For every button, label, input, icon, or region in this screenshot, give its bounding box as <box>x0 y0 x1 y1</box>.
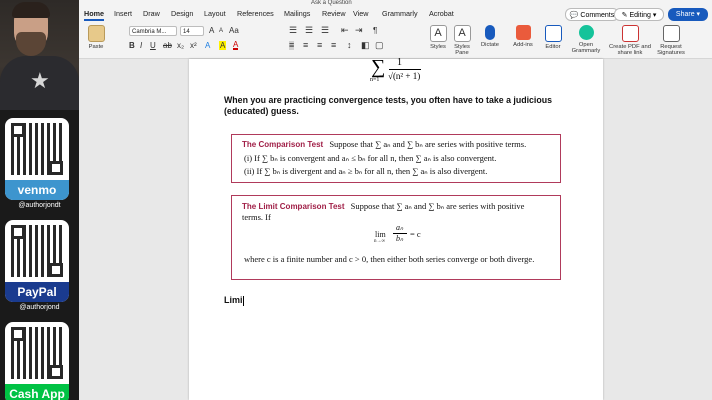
tab-references[interactable]: References <box>237 9 274 18</box>
font-name-field[interactable]: Cambria M... <box>129 26 177 36</box>
align-right-icon[interactable]: ≡ <box>317 40 323 50</box>
qr-code <box>11 123 63 175</box>
dictate-button[interactable]: Dictate <box>477 25 503 48</box>
ribbon-tabs <box>79 7 712 22</box>
microphone-icon <box>485 25 495 40</box>
limit-comparison-conclusion: where c is a finite number and c > 0, then either both series converge or both diverge. <box>244 254 535 264</box>
limit-fraction-denominator: bₙ <box>396 234 404 243</box>
font-color-icon[interactable]: A <box>233 40 239 49</box>
numbering-icon[interactable]: ☰ <box>305 25 314 35</box>
limit-comparison-test-box <box>231 195 561 280</box>
addins-button[interactable]: Add-ins <box>509 25 537 48</box>
comparison-test-box <box>231 134 561 183</box>
italic-button[interactable]: I <box>140 41 143 50</box>
styles-pane-icon: A <box>454 25 471 42</box>
comment-icon: 💬 <box>569 12 581 19</box>
paypal-logo: PayPal <box>5 282 69 302</box>
ribbon-home <box>79 22 712 59</box>
comparison-test-lead: Suppose that ∑ aₙ and ∑ bₙ are series with positive terms. <box>329 139 527 149</box>
limit-subscript: n→∞ <box>374 239 386 244</box>
cashapp-logo: Cash App <box>5 384 69 400</box>
paypal-card <box>5 220 69 302</box>
line-spacing-icon[interactable]: ↕ <box>347 40 352 50</box>
limit-operator: lim <box>375 230 386 239</box>
text-cursor <box>243 296 244 306</box>
request-signatures-button[interactable]: Request Signatures <box>653 25 689 56</box>
pdf-icon <box>622 25 639 42</box>
formula-denominator: √(n² + 1) <box>388 71 421 81</box>
editor-icon <box>545 25 562 42</box>
styles-icon: A <box>430 25 447 42</box>
stream-overlay <box>0 0 79 400</box>
paste-button[interactable]: Paste <box>85 25 107 50</box>
tab-home[interactable]: Home <box>84 9 104 18</box>
tab-draw[interactable]: Draw <box>143 9 160 18</box>
limit-fraction-numerator: aₙ <box>396 223 404 232</box>
document-page[interactable] <box>189 56 603 400</box>
venmo-card <box>5 118 69 200</box>
limit-comparison-lead: Suppose that ∑ aₙ and ∑ bₙ are series with positive terms. If <box>242 201 525 222</box>
increase-indent-icon[interactable]: ⇥ <box>355 25 363 35</box>
tab-review[interactable]: Review <box>322 9 346 18</box>
word-window <box>79 0 712 400</box>
multilevel-list-icon[interactable]: ☰ <box>321 25 330 35</box>
grow-font-icon[interactable]: A <box>209 26 215 35</box>
text-effects-icon[interactable]: A <box>205 41 211 50</box>
paypal-handle: @authorjond <box>19 304 60 311</box>
document-canvas[interactable] <box>79 56 712 400</box>
venmo-logo: venmo <box>5 180 69 200</box>
limit-equals-c: = c <box>410 229 421 239</box>
editor-button[interactable]: Editor <box>541 25 565 50</box>
change-case-icon[interactable]: Aa <box>229 26 239 35</box>
typed-text[interactable]: Limi <box>224 295 243 305</box>
cashapp-card <box>5 322 69 400</box>
tab-grammarly[interactable]: Grammarly <box>382 9 418 18</box>
strikethrough-button[interactable]: ab <box>163 41 172 50</box>
tab-insert[interactable]: Insert <box>114 9 132 18</box>
sum-lower-limit: n=1 <box>370 77 380 83</box>
styles-button[interactable]: A Styles <box>430 27 446 50</box>
shading-icon[interactable]: ◧ <box>361 40 370 50</box>
tab-layout[interactable]: Layout <box>204 9 226 18</box>
clipboard-icon <box>88 25 105 42</box>
align-left-icon[interactable]: ≡ <box>289 40 295 50</box>
styles-pane-button[interactable]: A Styles Pane <box>454 27 470 56</box>
window-title: Ask a Question <box>311 0 352 6</box>
qr-code <box>11 327 63 379</box>
sigma-symbol: ∑ <box>371 56 386 78</box>
pencil-icon: ✎ <box>621 12 630 19</box>
align-center-icon[interactable]: ≡ <box>303 40 309 50</box>
limit-comparison-title: The Limit Comparison Test <box>242 202 345 211</box>
shrink-font-icon[interactable]: A <box>219 28 224 34</box>
open-grammarly-button[interactable]: Open Grammarly <box>569 25 603 54</box>
tab-design[interactable]: Design <box>171 9 194 18</box>
qr-code <box>11 225 63 277</box>
tab-view[interactable]: View <box>353 9 369 18</box>
share-button[interactable]: Share ▾ <box>668 8 708 21</box>
signature-icon <box>663 25 680 42</box>
intro-paragraph[interactable]: When you are practicing convergence tests, you often have to take a judicious (educated) guess. <box>224 95 553 116</box>
editing-button[interactable]: ✎ Editing ▾ <box>614 8 664 21</box>
formula-numerator: 1 <box>397 57 402 68</box>
fraction-bar <box>389 69 421 70</box>
font-size-field[interactable]: 14 <box>180 26 204 36</box>
borders-icon[interactable]: ▢ <box>375 40 384 50</box>
venmo-handle: @authorjondt <box>18 202 61 209</box>
grammarly-icon <box>579 25 594 40</box>
bold-button[interactable]: B <box>129 41 135 50</box>
comparison-test-title: The Comparison Test <box>242 140 324 149</box>
addins-icon <box>516 25 531 40</box>
webcam-feed: ★ <box>0 0 79 110</box>
comparison-test-item-1: (i) If ∑ bₙ is convergent and aₙ ≤ bₙ for all n, then ∑ aₙ is also convergent. <box>244 153 497 163</box>
bullets-icon[interactable]: ☰ <box>289 25 298 35</box>
paragraph-marks-icon[interactable]: ¶ <box>373 26 378 35</box>
comparison-test-item-2: (ii) If ∑ bₙ is divergent and aₙ ≥ bₙ for all n, then ∑ aₙ is also divergent. <box>244 166 488 176</box>
comments-button[interactable]: 💬 Comments <box>565 8 619 21</box>
justify-icon[interactable]: ≡ <box>331 40 337 50</box>
highlight-icon[interactable]: A <box>220 41 226 50</box>
tab-mailings[interactable]: Mailings <box>284 9 311 18</box>
underline-button[interactable]: U <box>150 41 156 50</box>
create-pdf-button[interactable]: Create PDF and share link <box>609 25 651 56</box>
decrease-indent-icon[interactable]: ⇤ <box>341 25 349 35</box>
superscript-button[interactable]: x² <box>190 41 197 50</box>
subscript-button[interactable]: x₂ <box>177 41 185 50</box>
tab-acrobat[interactable]: Acrobat <box>429 9 454 18</box>
